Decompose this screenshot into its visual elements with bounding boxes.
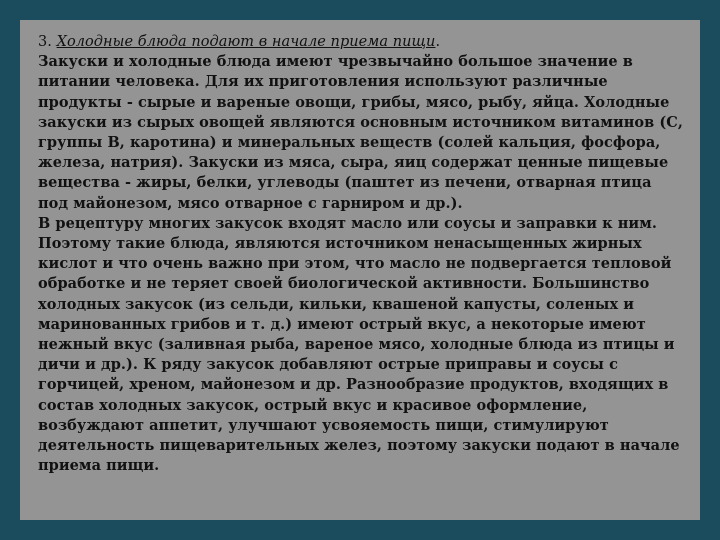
heading-title: Холодные блюда подают в начале приема пищи: [56, 34, 436, 50]
text-line: группы В, каротина) и минеральных веществ (солей кальция, фосфора,: [38, 134, 661, 152]
text-line: Закуски и холодные блюда имеют чрезвычайно большое значение в: [38, 53, 633, 71]
text-line: нежный вкус (заливная рыба, вареное мясо, холодные блюда из птицы и: [38, 336, 675, 354]
text-line: дичи и др.). К ряду закусок добавляют острые приправы и соусы с: [38, 356, 618, 374]
text-line: под майонезом, мясо отварное с гарниром и др.).: [38, 194, 463, 212]
text-line: вещества - жиры, белки, углеводы (паштет из печени, отварная птица: [38, 174, 652, 192]
text-line: холодных закусок (из сельди, кильки, квашеной капусты, соленых и: [38, 295, 635, 313]
text-line: обработке и не теряет своей биологической активности. Большинство: [38, 275, 650, 293]
text-line: питании человека. Для их приготовления используют различные: [38, 73, 608, 91]
text-line: приема пищи.: [38, 457, 160, 475]
text-block: [38, 32, 698, 476]
text-line: деятельность пищеварительных желез, поэтому закуски подают в начале: [38, 437, 680, 455]
text-line: закуски из сырых овощей являются основным источником витаминов (С,: [38, 113, 683, 131]
text-line: горчицей, хреном, майонезом и др. Разнообразие продуктов, входящих в: [38, 376, 669, 394]
text-line: железа, натрия). Закуски из мяса, сыра, яиц содержат ценные пищевые: [38, 154, 669, 172]
slide-panel: [20, 20, 700, 520]
heading-number: 3.: [38, 34, 57, 50]
text-line: кислот и что очень важно при этом, что масло не подвергается тепловой: [38, 255, 672, 273]
text-line: продукты - сырые и вареные овощи, грибы, мясо, рыбу, яйца. Холодные: [38, 93, 670, 111]
text-line: маринованных грибов и т. д.) имеют острый вкус, а некоторые имеют: [38, 315, 646, 333]
heading-line: [38, 32, 698, 52]
heading-period: .: [435, 34, 441, 50]
text-line: возбуждают аппетит, улучшают усвояемость пищи, стимулируют: [38, 416, 609, 434]
text-line: В рецептуру многих закусок входят масло или соусы и заправки к ним.: [38, 214, 657, 232]
text-line: состав холодных закусок, острый вкус и красивое оформление,: [38, 396, 588, 414]
text-line: Поэтому такие блюда, являются источником ненасыщенных жирных: [38, 235, 642, 253]
